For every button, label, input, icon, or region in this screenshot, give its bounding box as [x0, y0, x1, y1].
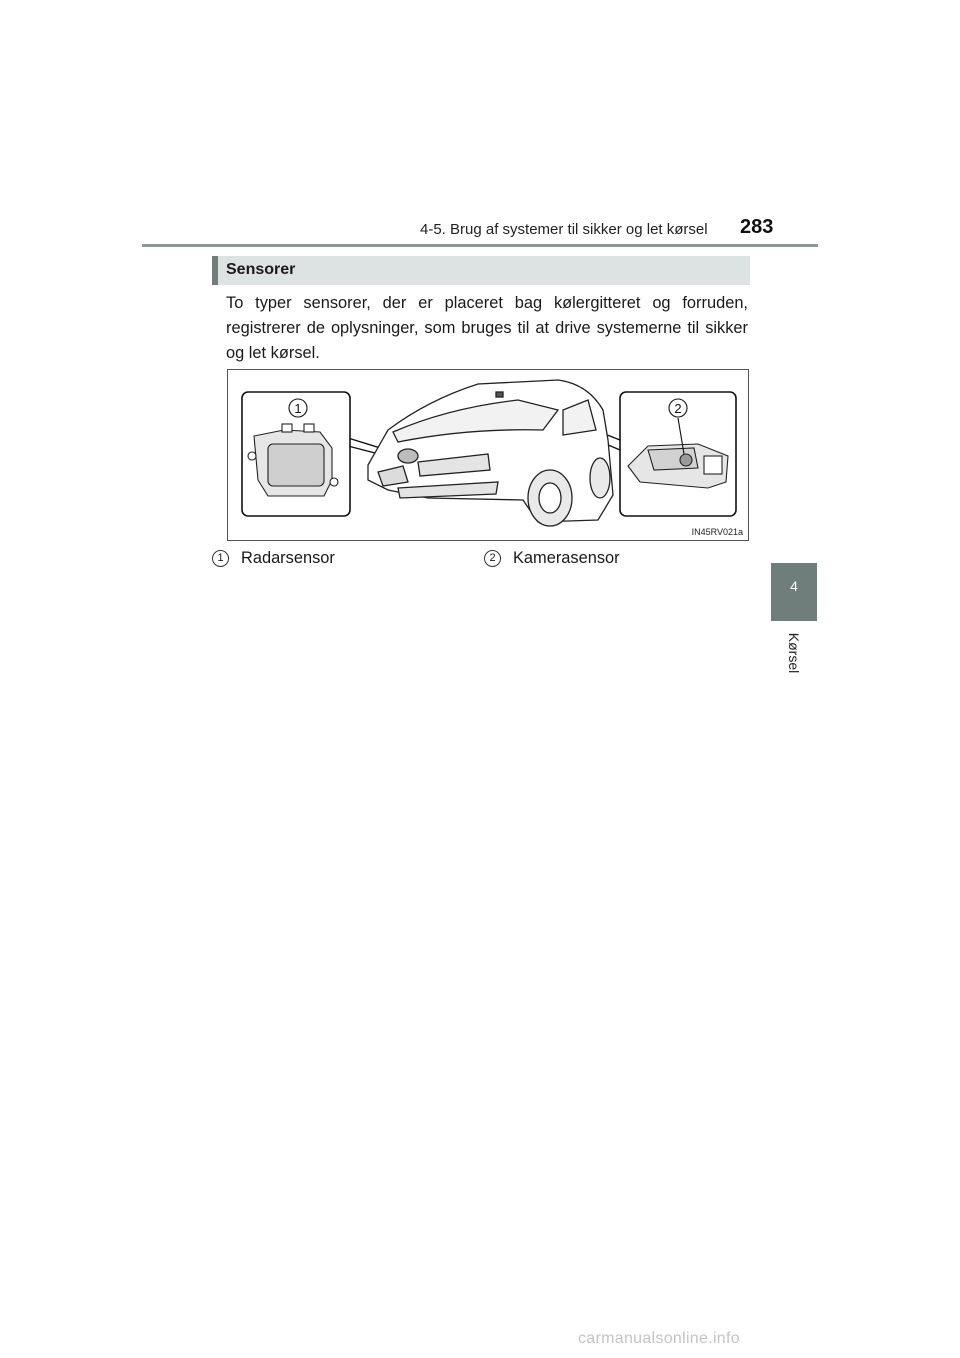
- header-rule: [142, 244, 818, 247]
- sensor-figure: [227, 369, 749, 541]
- footer-watermark: carmanualsonline.info: [578, 1330, 740, 1347]
- caption-label: Kamerasensor: [513, 549, 620, 567]
- callout-number-2: [669, 399, 687, 417]
- section-body-text: To typer sensorer, der er placeret bag kølergitteret og forruden, registrerer de oplysninger, som bruges til at drive systemerne til sikker og let kørsel.: [226, 294, 748, 362]
- page-number: 283: [740, 216, 774, 238]
- caption-camera-sensor: [484, 549, 620, 568]
- caption-radar-sensor: [212, 549, 335, 568]
- chapter-number: 4: [790, 578, 798, 594]
- caption-number: 1: [212, 550, 229, 567]
- car-outline: [368, 380, 613, 526]
- svg-text:1: 1: [294, 401, 302, 416]
- section-heading-accent: [212, 256, 218, 285]
- sensor-illustration: [228, 370, 750, 542]
- svg-text:2: 2: [674, 401, 682, 416]
- caption-number: 2: [484, 550, 501, 567]
- section-title: Sensorer: [226, 261, 296, 278]
- caption-label: Radarsensor: [241, 549, 335, 567]
- figure-id: IN45RV021a: [691, 527, 743, 537]
- section-heading-bar: [212, 256, 750, 285]
- chapter-label: Kørsel: [786, 632, 802, 674]
- chapter-tab[interactable]: [771, 563, 817, 621]
- callout-number-1: [289, 399, 307, 417]
- header-section-title: 4-5. Brug af systemer til sikker og let kørsel: [420, 221, 708, 238]
